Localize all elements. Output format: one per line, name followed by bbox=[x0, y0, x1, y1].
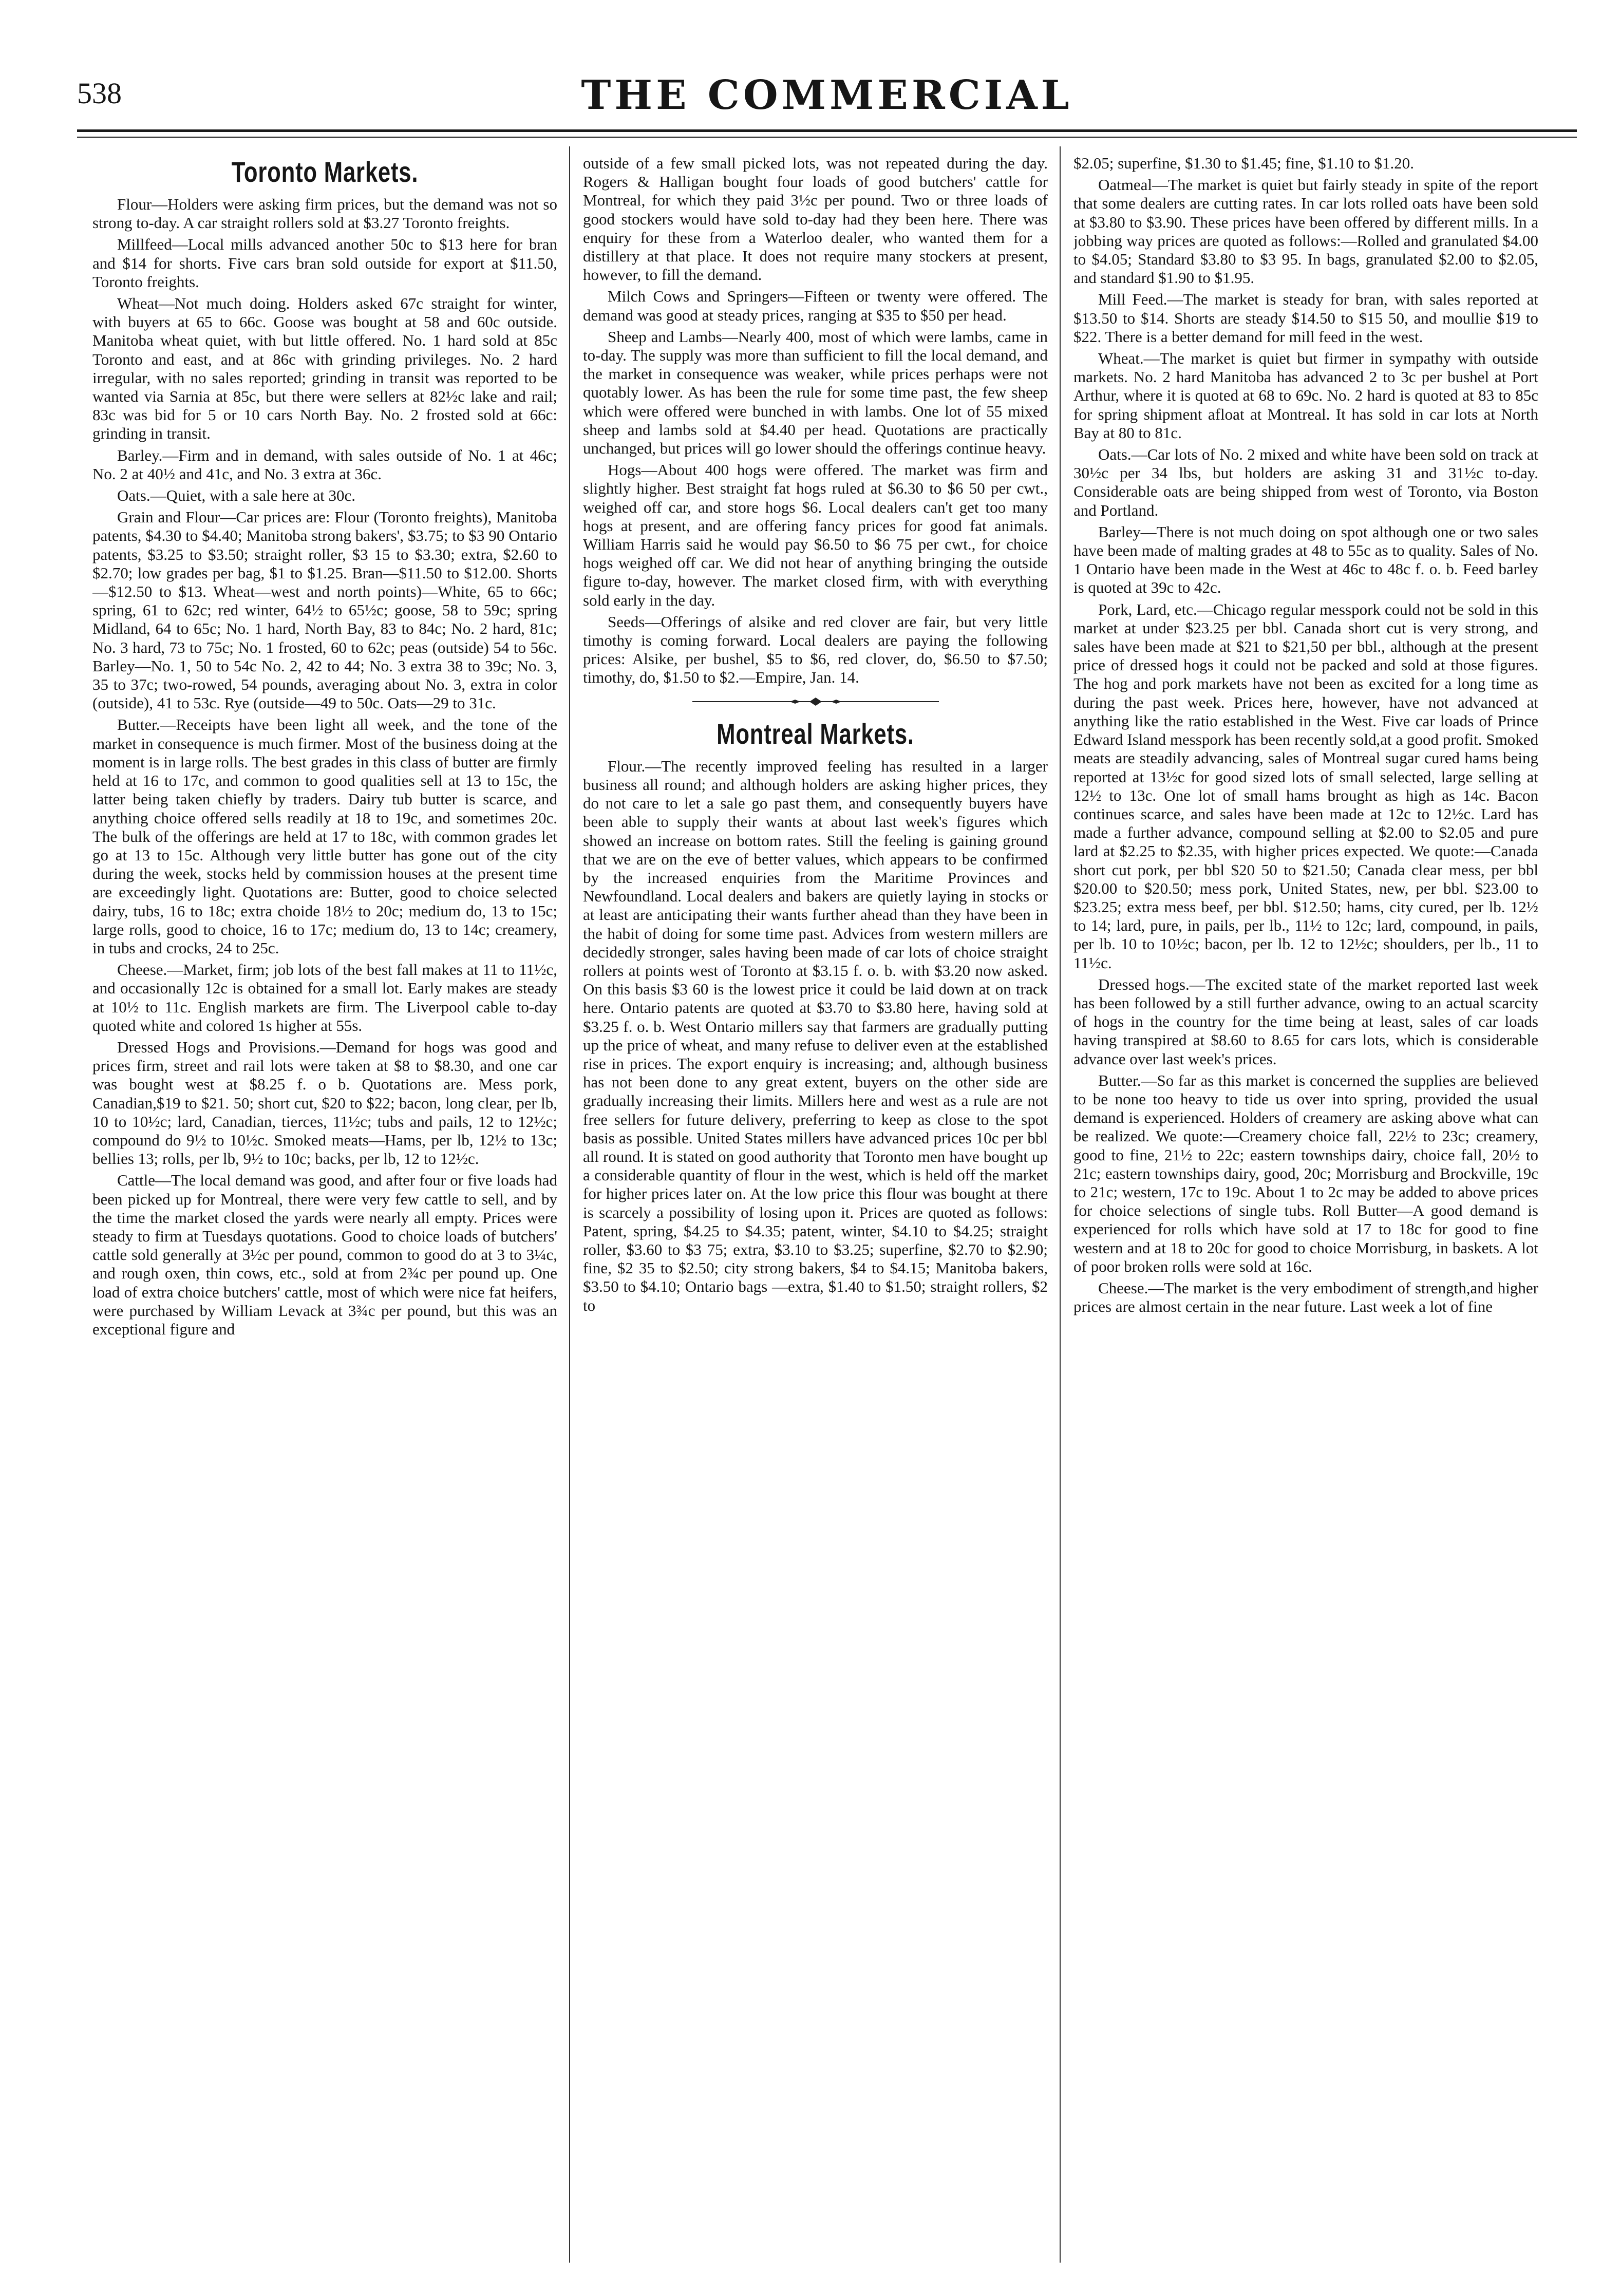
column-3 bbox=[1073, 154, 1538, 2260]
toronto-grain-flour-paragraph: Grain and Flour—Car prices are: Flour (Toronto freights), Manitoba patents, $4.30 to $4.40; Manitoba strong bakers', $3.75; to $3 90 Ontario patents, $3.25 to $3.50; straight roller, $3 15 to $3.30; extra, $2.60 to $2.70; low grades per bag, $1 to $1.25. Bran—$11.50 to $12.00. Shorts—$12.50 to $13. Wheat—west and north points)—White, 65 to 66c; spring, 61 to 62c; red winter, 64½ to 65½c; goose, 58 to 59c; spring Midland, 64 to 65c; No. 1 hard, North Bay, 83 to 84c; No. 2 hard, 81c; No. 3 hard, 73 to 75c; No. 1 frosted, 60 to 62c; peas (outside) 54 to 56c. Barley—No. 1, 50 to 54c No. 2, 42 to 44; No. 3 extra 38 to 39c; No. 3, 35 to 37c; two-rowed, 54 pounds, averaging about No. 3, extra in color (outside), 41 to 53c. Rye (outside—49 to 50c. Oats—29 to 31c. bbox=[92, 508, 557, 712]
column-1 bbox=[92, 154, 557, 2260]
toronto-wheat-paragraph: Wheat—Not much doing. Holders asked 67c straight for winter, with buyers at 65 to 66c. Goose was bought at 58 and 60c outside. Manitoba wheat quiet, with but little offered. No. 1 hard sold at 85c Toronto and east, and at 86c with grinding privileges. No. 2 hard irregular, with no sales reported; grinding in transit was reported to be wanted via Sarnia at 85c, but there were sellers at 82½c lake and rail; 83c was bid for 5 or 10 cars North Bay. No. 2 frosted sold at 66c: grinding in transit. bbox=[92, 294, 557, 443]
montreal-barley-paragraph: Barley—There is not much doing on spot although one or two sales have been made of malting grades at 48 to 55c as to quality. Sales of No. 1 Ontario have been made in the West at 46c to 48c f. o. b. Feed barley is quoted at 39c to 42c. bbox=[1073, 522, 1538, 597]
section-divider bbox=[583, 694, 1048, 710]
seeds-paragraph: Seeds—Offerings of alsike and red clover are fair, but very little timothy is coming forward. Local dealers are paying the following prices: Alsike, per bushel, $5 to $6, red clover, do, $6.50 to $7.50; timothy, do, $1.50 to $2.—Empire, Jan. 14. bbox=[583, 612, 1048, 687]
ornament-divider-icon bbox=[692, 697, 939, 707]
montreal-flour-paragraph: Flour.—The recently improved feeling has resulted in a larger business all round; and although holders are asking higher prices, they do not care to let a sale go past them, and consequently buyers have been able to supply their wants at about last week's figures which showed an increase on bottom rates. Still the feeling is gaining ground that we are on the eve of better values, which appears to be confirmed by the increased enquiries from the Maritime Provinces and Newfoundland. Local dealers and bakers are quietly laying in stocks or at least are anticipating their wants further ahead than they have been in the habit of doing for some time past. Advices from western millers are decidedly stronger, sales having been made of car lots of choice straight rollers at points west of Toronto at $3.15 f. o. b. with $3.20 now asked. On this basis $3 60 is the lowest price it could be laid down at on track here. Ontario patents are quoted at $3.70 to $3.80 here, having sold at $3.25 f. o. b. West Ontario millers say that farmers are gradually putting up the price of wheat, and many refuse to deliver even at the established rise in prices. The export enquiry is increasing; and, although business has not been done to any great extent, buyers on the other side are gradually increasing their limits. Millers here and west as a rule are not free sellers for future delivery, preferring to keep as close to the spot basis as possible. United States millers have advanced prices 10c per bbl all round. It is stated on good authority that Toronto men have bought up a considerable quantity of flour in the west, which is held off the market for higher prices later on. At the low price this flour was bought at there is scarcely a possibility of losing upon it. Prices are quoted as follows: Patent, spring, $4.25 to $4.35; patent, winter, $4.10 to $4.25; straight roller, $3.60 to $3 75; extra, $3.10 to $3.25; superfine, $2.70 to $2.90; fine, $2 35 to $2.50; city strong bakers, $4 to $4.15; Manitoba bakers, $3.50 to $4.10; Ontario bags —extra, $1.40 to $1.50; straight rollers, $2 to bbox=[583, 757, 1048, 1314]
column-2 bbox=[583, 154, 1048, 2260]
pork-lard-paragraph: Pork, Lard, etc.—Chicago regular messpork could not be sold in this market at under $23.25 per bbl. Canada short cut is very strong, and sales have been made at $21 to $21,50 per bbl., although at the present price of dressed hogs it could not be packed and sold at those figures. The hog and pork markets have not been as excited for a long time as during the past week. Prices here, however, have not advanced at anything like the ratio established in the West. Five car loads of Prince Edward Island messpork has been recently sold,at a good profit. Smoked meats are steadily advancing, sales of Montreal sugar cured hams being reported at 13½c for good sized lots of small selected, large selling at 12½ to 13c. One lot of small hams brought as high as 14c. Bacon continues scarce, and sales have been made at 12c to 12½c. Lard has made a further advance, compound selling at $2.00 to $2.05 and pure lard at $2.25 to $2.35, with higher prices expected. We quote:—Canada short cut pork, per bbl $20 50 to $21.50; Canada clear mess, per bbl $20.00 to $20.50; mess pork, United States, new, per bbl. $23.00 to $23.25; extra mess beef, per bbl. $12.50; hams, city cured, per lb. 12½ to 14; lard, pure, in pails, per lb., 11½ to 12c; lard, compound, in pails, per lb. 10 to 10½c; bacon, per lb. 12 to 12½c; shoulders, per lb., 11 to 11½c. bbox=[1073, 600, 1538, 972]
toronto-millfeed-paragraph: Millfeed—Local mills advanced another 50c to $13 here for bran and $14 for shorts. Five cars bran sold outside for export at $11.50, Toronto freights. bbox=[92, 235, 557, 291]
toronto-butter-paragraph: Butter.—Receipts have been light all week, and the tone of the market in consequence is much firmer. Most of the business doing at the moment is in large rolls. The best grades in this class of butter are firmly held at 16 to 17c, and common to good qualities sell at 13 to 15c, the latter being taken chiefly by traders. Dairy tub butter is scarce, and anything choice offered sells readily at 18 to 19c, and sometimes 20c. The bulk of the offerings are held at 17 to 18c, with common grades let go at 13 to 15c. Although very little butter has gone out of the city during the week, stocks held by commission houses at the present time are exceedingly light. Quotations are: Butter, good to choice selected dairy, tubs, 16 to 18c; extra choide 18½ to 20c; medium do, 13 to 15c; large rolls, good to choice, 16 to 17c; medium do, 13 to 14c; creamery, in tubs and crocks, 24 to 25c. bbox=[92, 716, 557, 957]
sheep-lambs-paragraph: Sheep and Lambs—Nearly 400, most of which were lambs, came in to-day. The supply was more than sufficient to fill the local demand, and the market in consequence was weaker, while prices perhaps were not quotably lower. As has been the rule for some time past, the few sheep which were offered were bunched in with lambs. One lot of 55 mixed sheep and lambs sold at $4.40 per head. Quotations are practically unchanged, but prices will go lower should the offerings continue heavy. bbox=[583, 327, 1048, 458]
milch-cows-paragraph: Milch Cows and Springers—Fifteen or twenty were offered. The demand was good at steady prices, ranging at $35 to $50 per head. bbox=[583, 287, 1048, 324]
column-rule bbox=[569, 146, 570, 2263]
toronto-hogs-provisions-paragraph: Dressed Hogs and Provisions.—Demand for hogs was good and prices firm, street and rail lots were taken at $8 to $8.30, and one car was bought west at $8.25 f. o b. Quotations are. Mess pork, Canadian,$19 to $21. 50; short cut, $20 to $22; bacon, long clear, per lb, 10 to 10½c; lard, Canadian, tierces, 11½c; tubs and pails, 12 to 12½c; compound do 9½ to 10½c. Smoked meats—Hams, per lb, 12½ to 13c; bellies 13; rolls, per lb, 9½ to 10c; backs, per lb, 12 to 12½c. bbox=[92, 1038, 557, 1168]
flour-continued-paragraph: $2.05; superfine, $1.30 to $1.45; fine, $1.10 to $1.20. bbox=[1073, 154, 1414, 172]
page-header bbox=[77, 72, 1577, 134]
page-number: 538 bbox=[77, 77, 122, 110]
toronto-markets-heading: Toronto Markets. bbox=[231, 156, 419, 188]
oatmeal-paragraph: Oatmeal—The market is quiet but fairly steady in spite of the report that some dealers are cutting rates. In car lots rolled oats have been sold at $3.80 to $3.90. These prices have been offered by different mills. In a jobbing way prices are quoted as follows:—Rolled and granulated $4.00 to $4.05; Standard $3.80 to $3 95. In bags, granulated $2.00 to $2.05, and standard $1.90 to $1.95. bbox=[1073, 176, 1538, 287]
masthead-title: THE COMMERCIAL bbox=[581, 72, 1073, 119]
toronto-barley-paragraph: Barley.—Firm and in demand, with sales outside of No. 1 at 46c; No. 2 at 40½ and 41c, and No. 3 extra at 36c. bbox=[92, 446, 557, 483]
toronto-cattle-paragraph: Cattle—The local demand was good, and after four or five loads had been picked up for Montreal, there were very few cattle to sell, and by the time the market closed the yards were nearly all empty. Prices were steady to firm at Tuesdays quotations. Good to choice loads of butchers' cattle sold generally at 3½c per pound, common to good do at 3 to 3¼c, and rough oxen, thin cows, etc., sold at from 2¾c per pound up. One load of extra choice butchers' cattle, most of which were nice fat heifers, were purchased by William Levack at 3¾c per pound, but this was an exceptional figure and bbox=[92, 1171, 557, 1338]
cattle-continued-paragraph: outside of a few small picked lots, was not repeated during the day. Rogers & Halligan bought four loads of good butchers' cattle for Montreal, for which they paid 3½c per pound. Two or three loads of good stockers would have sold to-day had they been here. There was enquiry for these from a Waterloo dealer, who wanted them for a distillery at that place. It does not require many stockers at present, however, to fill the demand. bbox=[583, 154, 1048, 284]
header-rule-thin bbox=[77, 137, 1577, 138]
montreal-wheat-paragraph: Wheat.—The market is quiet but firmer in sympathy with outside markets. No. 2 hard Manitoba has advanced 2 to 3c per bushel at Port Arthur, where it is quoted at 68 to 69c. No. 2 hard is quoted at 83 to 85c for spring shipment afloat at Montreal. It has sold in car lots at North Bay at 80 to 81c. bbox=[1073, 349, 1538, 442]
toronto-flour-paragraph: Flour—Holders were asking firm prices, but the demand was not so strong to-day. A car straight rollers sold at $3.27 Toronto freights. bbox=[92, 195, 557, 232]
mill-feed-paragraph: Mill Feed.—The market is steady for bran, with sales reported at $13.50 to $14. Shorts are steady $14.50 to $15 50, and moullie $19 to $22. There is a better demand for mill feed in the west. bbox=[1073, 290, 1538, 346]
montreal-oats-paragraph: Oats.—Car lots of No. 2 mixed and white have been sold on track at 30½c per 34 lbs, but holders are asking 31 and 31½c to-day. Considerable oats are being shipped from west of Toronto, via Boston and Portland. bbox=[1073, 445, 1538, 519]
toronto-oats-paragraph: Oats.—Quiet, with a sale here at 30c. bbox=[117, 486, 355, 505]
montreal-cheese-paragraph: Cheese.—The market is the very embodiment of strength,and higher prices are almost certain in the near future. Last week a lot of fine bbox=[1073, 1278, 1538, 1316]
montreal-markets-heading: Montreal Markets. bbox=[717, 717, 914, 750]
toronto-cheese-paragraph: Cheese.—Market, firm; job lots of the best fall makes at 11 to 11½c, and occasionally 12c is obtained for a small lot. Early makes are steady at 10½ to 11c. English markets are firm. The Liverpool cable to-day quoted white and colored 1s higher at 55s. bbox=[92, 961, 557, 1034]
column-rule bbox=[1060, 146, 1061, 2263]
dressed-hogs-paragraph: Dressed hogs.—The excited state of the market reported last week has been followed by a still further advance, owing to an actual scarcity of hogs in the country for the time being at least, sales of car loads having transpired at $8.60 to 8.65 for cars lots, which is considerable advance over last week's prices. bbox=[1073, 975, 1538, 1068]
montreal-butter-paragraph: Butter.—So far as this market is concerned the supplies are believed to be none too heavy to tide us over into spring, provided the usual demand is experienced. Holders of creamery are asking above what can be realized. We quote:—Creamery choice fall, 22½ to 23c; creamery, good to fine, 21½ to 22c; eastern townships dairy, choice fall, 20½ to 21c; eastern townships dairy, good, 20c; Morrisburg and Brockville, 19c to 21c; western, 17c to 19c. About 1 to 2c may be added to above prices for choice selections of single tubs. Roll Butter—A good demand is experienced for rolls which have sold at 17 to 18c for good to fine western and at 18 to 20c for good to choice Morrisburg, in baskets. A lot of poor broken rolls were sold at 16c. bbox=[1073, 1071, 1538, 1275]
header-rule bbox=[77, 129, 1577, 132]
hogs-paragraph: Hogs—About 400 hogs were offered. The market was firm and slightly higher. Best straight fat hogs ruled at $6.30 to $6 50 per cwt., weighed off car, and store hogs $6. Local dealers can't get too many hogs at present, and are offering fancy prices for good fat animals. William Harris said he would pay $6.50 to $6 75 per cwt., for choice hogs weighed off car. We did not hear of anything bringing the outside figure to-day, however. The market closed firm, with with everything sold early in the day. bbox=[583, 461, 1048, 609]
